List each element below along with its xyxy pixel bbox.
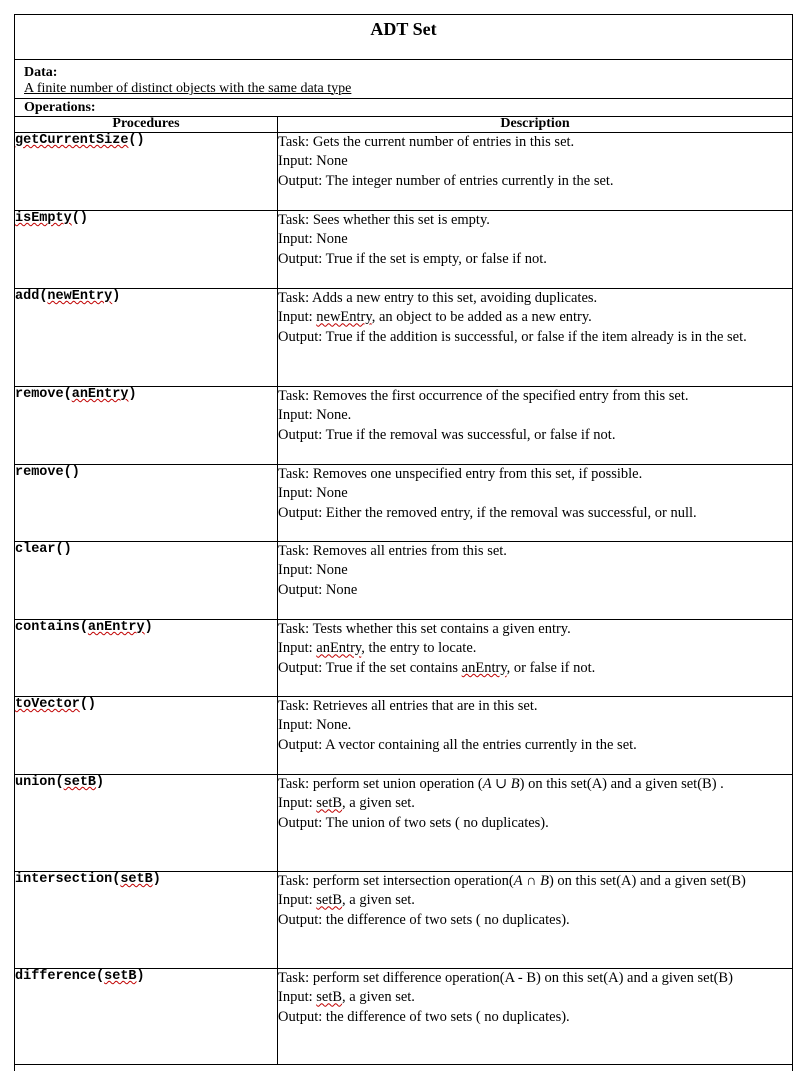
input-text: Input: None	[278, 562, 348, 579]
input-text: Input: setB, a given set.	[278, 989, 415, 1006]
procedure-name: intersection	[15, 872, 113, 887]
input-text: Input: None.	[278, 717, 352, 734]
output-text: Output: A vector containing all the entries currently in the set.	[278, 736, 637, 753]
procedure-name: difference	[15, 969, 97, 984]
task-text: Task: Retrieves all entries that are in this set.	[278, 698, 538, 714]
output-text: Output: True if the addition is successful, or false if the item already is in the set.	[278, 328, 747, 345]
procedure-cell: add(newEntry)	[15, 289, 278, 387]
task-text: Task: Tests whether this set contains a given entry.	[278, 621, 571, 637]
input-text: Input: None	[278, 485, 348, 502]
input-text: Input: setB, a given set.	[278, 795, 415, 812]
output-text: Output: None	[278, 581, 358, 598]
data-section	[15, 60, 792, 99]
procedure-param: anEntry	[87, 620, 145, 635]
task-text: Task: perform set difference operation(A - B) on this set(A) and a given set(B)	[278, 970, 733, 986]
intersection-expression: A ∩ B	[513, 873, 549, 889]
description-cell	[278, 133, 793, 211]
task-text: Task: perform set union operation (A ∪ B) on this set(A) and a given set(B) .	[278, 776, 724, 792]
description-cell	[278, 697, 793, 775]
description-cell	[278, 775, 793, 872]
output-text: Output: True if the removal was successful, or false if not.	[278, 426, 616, 443]
procedure-cell: getCurrentSize()	[15, 133, 278, 211]
input-param: setB	[316, 892, 343, 909]
procedures-header: Procedures	[15, 117, 278, 133]
description-cell	[278, 969, 793, 1065]
output-text: Output: The integer number of entries currently in the set.	[278, 172, 614, 189]
operation-row-getcurrentsize	[15, 133, 792, 211]
description-cell	[278, 872, 793, 969]
task-text: Task: Gets the current number of entries in this set.	[278, 134, 575, 150]
procedure-name: contains	[15, 620, 80, 635]
procedure-cell: clear()	[15, 542, 278, 620]
task-text: Task: Removes all entries from this set.	[278, 543, 507, 559]
input-text: Input: None.	[278, 407, 352, 424]
union-expression: A ∪ B	[482, 776, 520, 792]
operation-row-clear	[15, 542, 792, 620]
procedure-name: isEmpty	[15, 211, 72, 226]
task-text: Task: perform set intersection operation(A ∩ B) on this set(A) and a given set(B)	[278, 873, 746, 889]
procedure-cell: remove(anEntry)	[15, 387, 278, 465]
description-header: Description	[278, 117, 793, 133]
description-cell	[278, 542, 793, 620]
procedure-param: newEntry	[47, 289, 113, 304]
procedure-cell: remove()	[15, 465, 278, 542]
operation-row-isempty	[15, 211, 792, 289]
task-text: Task: Removes the first occurrence of the specified entry from this set.	[278, 388, 689, 404]
description-cell	[278, 387, 793, 465]
description-cell	[278, 211, 793, 289]
operation-row-difference	[15, 969, 792, 1065]
procedure-cell: toVector()	[15, 697, 278, 775]
input-text: Input: None	[278, 231, 348, 248]
operations-label: Operations:	[15, 99, 792, 117]
data-label: Data:	[24, 65, 58, 80]
operation-row-add	[15, 289, 792, 387]
procedure-param: setB	[63, 775, 97, 790]
procedure-name: remove	[15, 465, 64, 480]
input-text: Input: newEntry, an object to be added as a new entry.	[278, 309, 592, 326]
task-text: Task: Adds a new entry to this set, avoiding duplicates.	[278, 290, 598, 306]
operation-row-remove-entry	[15, 387, 792, 465]
procedure-param: setB	[104, 969, 137, 984]
input-text: Input: setB, a given set.	[278, 892, 415, 909]
procedure-cell: contains(anEntry)	[15, 620, 278, 697]
procedure-name: getCurrentSize	[15, 133, 129, 148]
description-cell	[278, 620, 793, 697]
input-param: setB	[316, 795, 343, 812]
output-text: Output: True if the set contains anEntry, or false if not.	[278, 659, 596, 676]
procedure-cell: isEmpty()	[15, 211, 278, 289]
input-param: setB	[316, 989, 343, 1006]
task-text: Task: Removes one unspecified entry from this set, if possible.	[278, 466, 643, 482]
input-param: anEntry	[316, 640, 362, 657]
procedure-name: toVector	[15, 697, 80, 712]
procedure-cell: union(setB)	[15, 775, 278, 872]
task-text: Task: Sees whether this set is empty.	[278, 212, 490, 228]
output-text: Output: True if the set is empty, or false if not.	[278, 250, 547, 267]
procedure-param: setB	[120, 872, 153, 887]
description-cell	[278, 465, 793, 542]
input-text: Input: None	[278, 153, 348, 170]
operations-table	[15, 117, 792, 1065]
output-text: Output: Either the removed entry, if the removal was successful, or null.	[278, 504, 697, 521]
adt-set-document	[14, 14, 793, 1071]
output-text: Output: the difference of two sets ( no duplicates).	[278, 1008, 570, 1025]
operation-row-union	[15, 775, 792, 872]
operation-row-tovector	[15, 697, 792, 775]
output-text: Output: the difference of two sets ( no duplicates).	[278, 911, 570, 928]
output-text: Output: The union of two sets ( no duplicates).	[278, 814, 549, 831]
procedure-cell: difference(setB)	[15, 969, 278, 1065]
document-title: ADT Set	[15, 15, 792, 60]
procedure-cell: intersection(setB)	[15, 872, 278, 969]
data-description: A finite number of distinct objects with the same data type	[24, 81, 352, 96]
procedure-name: add	[15, 289, 40, 304]
operation-row-contains	[15, 620, 792, 697]
procedure-param: anEntry	[71, 387, 129, 402]
procedure-name: clear	[15, 542, 56, 557]
output-param: anEntry	[461, 659, 507, 676]
operation-row-remove	[15, 465, 792, 542]
procedure-name: union	[15, 775, 56, 790]
procedure-name: remove	[15, 387, 64, 402]
description-cell	[278, 289, 793, 387]
input-param: newEntry	[316, 309, 372, 326]
input-text: Input: anEntry, the entry to locate.	[278, 640, 477, 657]
operation-row-intersection	[15, 872, 792, 969]
